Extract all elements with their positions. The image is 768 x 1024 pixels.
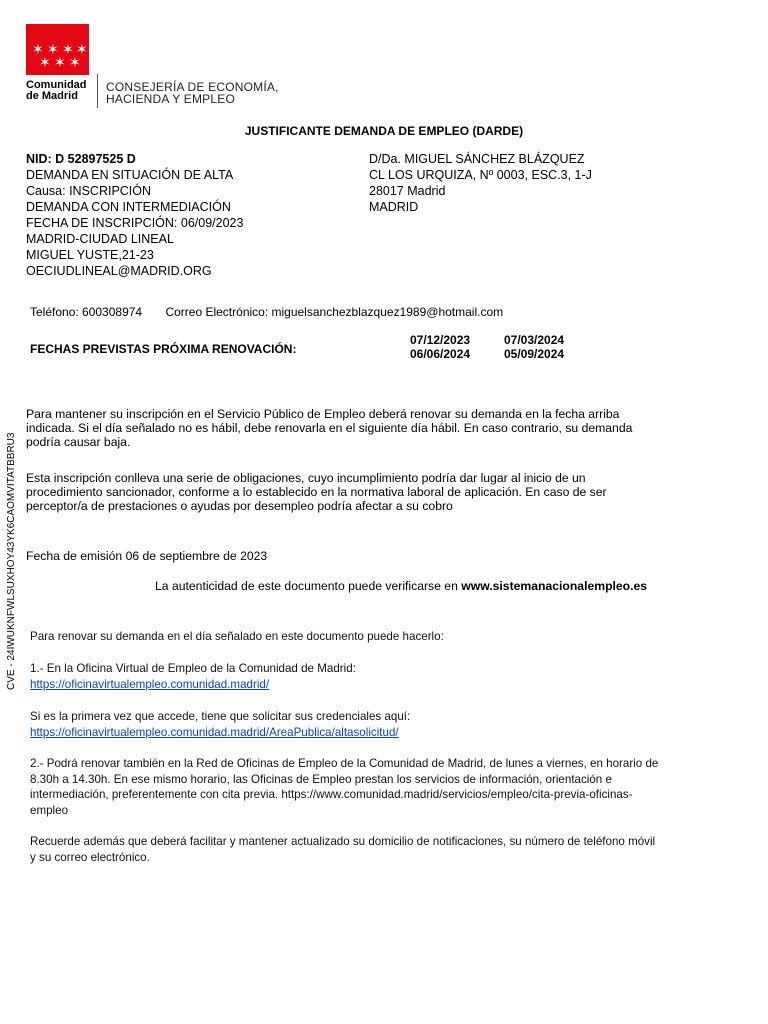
renewal-date: 07/03/2024	[504, 333, 565, 347]
renewal-dates	[410, 333, 574, 361]
logo-line: Comunidad	[26, 79, 87, 91]
logo-line: de Madrid	[26, 90, 78, 102]
renewal-date: 07/12/2023	[410, 333, 471, 347]
header-divider	[97, 74, 98, 108]
nid: NID: D 52897525 D	[26, 152, 136, 166]
email: Correo Electrónico: miguelsanchezblazquez1989@hotmail.com	[165, 305, 504, 319]
issue-date: Fecha de emisión 06 de septiembre de 2023	[26, 549, 268, 563]
contact-line	[30, 305, 503, 319]
detail-line: MADRID-CIUDAD LINEAL	[26, 232, 174, 246]
renewal-label: FECHAS PREVISTAS PRÓXIMA RENOVACIÓN:	[30, 342, 297, 356]
option-line: 8.30h a 14.30h. En ese mismo horario, las Oficinas de Empleo prestan los servicios de información, orientación e	[30, 772, 612, 786]
option-text: 1.- En la Oficina Virtual de Empleo de la Comunidad de Madrid:	[30, 662, 356, 675]
renew-option-2	[30, 756, 730, 818]
detail-line: Causa: INSCRIPCIÓN	[26, 184, 152, 198]
credentials-text: Si es la primera vez que accede, tiene que solicitar sus credenciales aquí:	[30, 710, 411, 723]
star-icon: ✶	[39, 54, 51, 70]
paragraph-line: indicada. Si el día señalado no es hábil, debe renovarla en el siguiente día hábil. En caso contrario, su demanda	[26, 421, 633, 435]
star-icon: ✶	[47, 41, 59, 57]
paragraph-line: procedimiento sancionador, conforme a lo establecido en la normativa laboral de aplicación. En caso de ser	[26, 485, 607, 499]
credentials-info	[30, 709, 730, 740]
renewal-date: 05/09/2024	[504, 347, 565, 361]
address-line: 28017 Madrid	[369, 184, 446, 198]
verification-url: www.sistemanacionalempleo.es	[461, 579, 648, 593]
star-icon: ✶	[69, 54, 81, 70]
reminder-line: y su correo electrónico.	[30, 850, 150, 864]
paragraph-line: podría causar baja.	[26, 435, 131, 449]
option-line: intermediación, preferentemente con cita previa. https://www.comunidad.madrid/servicios/empleo/cita-previa-oficinas-	[30, 788, 633, 801]
address-line: CL LOS URQUIZA, Nº 0003, ESC.3, 1-J	[369, 168, 592, 182]
consejeria-line: CONSEJERÍA DE ECONOMÍA,	[106, 80, 279, 94]
consejeria-line: HACIENDA Y EMPLEO	[106, 92, 236, 106]
paragraph-line: Para mantener su inscripción en el Servicio Público de Empleo deberá renovar su demanda en la fecha arriba	[26, 407, 620, 421]
obligations-paragraph	[26, 471, 696, 513]
cve-code	[2, 405, 24, 695]
credentials-link[interactable]: https://oficinavirtualempleo.comunidad.madrid/AreaPublica/altasolicitud/	[30, 725, 399, 739]
detail-line: MIGUEL YUSTE,21-23	[26, 248, 154, 262]
paragraph-line: Esta inscripción conlleva una serie de obligaciones, cuyo incumplimiento podría dar lugar al inicio de un	[26, 471, 586, 485]
star-icon: ✶	[62, 41, 74, 57]
address-line: MADRID	[369, 200, 419, 214]
document-title: JUSTIFICANTE DEMANDA DE EMPLEO (DARDE)	[244, 124, 524, 138]
reminder	[30, 834, 730, 865]
cve-text: CVE - 24IWUKNFWLSUXHOY43YK6CAOMVITATBBRU3	[6, 432, 17, 690]
consejeria-name	[106, 81, 279, 105]
detail-line: FECHA DE INSCRIPCIÓN: 06/09/2023	[26, 216, 244, 230]
verification-text: La autenticidad de este documento puede verificarse en	[155, 579, 462, 593]
renewal-paragraph	[26, 407, 696, 449]
logo-text	[26, 80, 87, 102]
address-line: D/Da. MIGUEL SÁNCHEZ BLÁZQUEZ	[369, 152, 585, 166]
detail-line: OECIUDLINEAL@MADRID.ORG	[26, 264, 212, 278]
comunidad-madrid-logo	[26, 24, 89, 75]
renew-intro: Para renovar su demanda en el día señalado en este documento puede hacerlo:	[30, 630, 444, 643]
star-icon: ✶	[54, 54, 66, 70]
star-icon: ✶	[76, 41, 88, 57]
paragraph-line: perceptor/a de prestaciones o ayudas por desempleo podría afectar a su cobro	[26, 499, 453, 513]
detail-line: DEMANDA EN SITUACIÓN DE ALTA	[26, 168, 234, 182]
phone: Teléfono: 600308974	[30, 305, 143, 319]
reminder-line: Recuerde además que deberá facilitar y mantener actualizado su domicilio de notificaciones, su número de teléfono móvil	[30, 835, 656, 848]
demand-details	[26, 151, 243, 279]
star-icon: ✶	[32, 41, 44, 57]
renewal-date: 06/06/2024	[410, 347, 471, 361]
renew-option-1	[30, 661, 730, 692]
verification-line	[155, 579, 647, 593]
virtual-office-link[interactable]: https://oficinavirtualempleo.comunidad.madrid/	[30, 677, 270, 691]
detail-line: DEMANDA CON INTERMEDIACIÓN	[26, 200, 231, 214]
recipient-address	[369, 151, 592, 215]
option-line: 2.- Podrá renovar también en la Red de Oficinas de Empleo de la Comunidad de Madrid, de lunes a viernes, en horario de	[30, 757, 659, 770]
option-line: empleo	[30, 803, 69, 817]
